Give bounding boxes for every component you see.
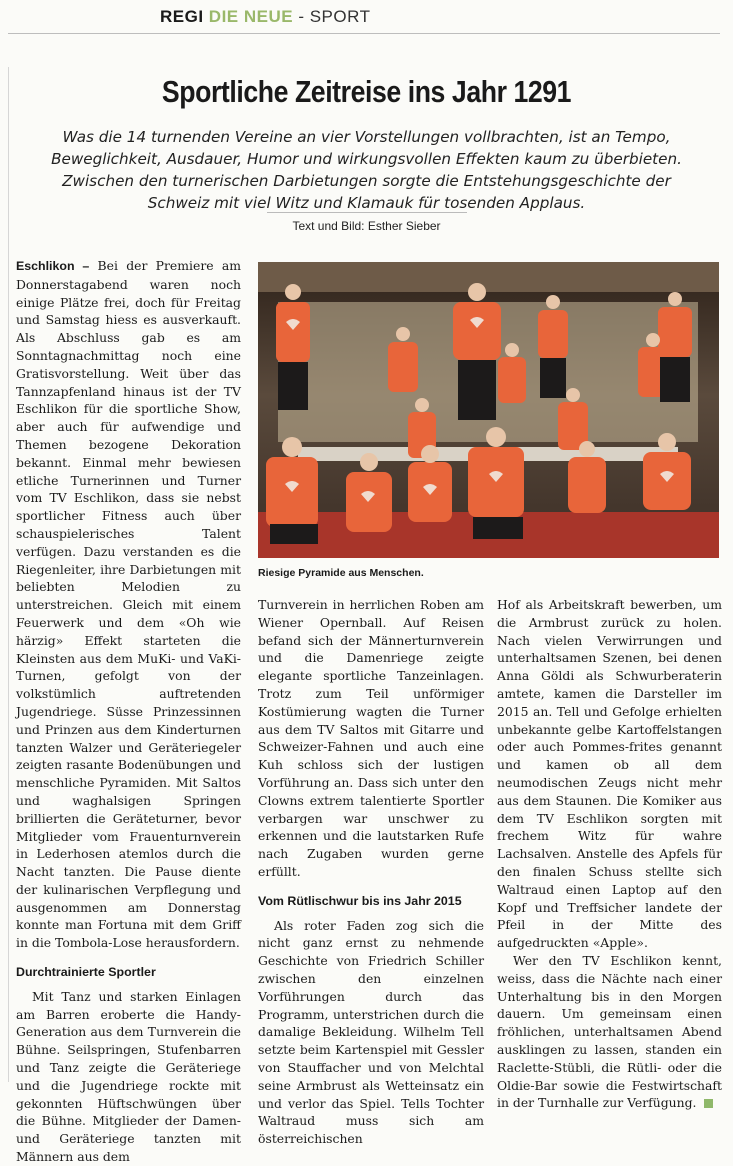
- lead-text: Was die 14 turnenden Vereine an vier Vorstellungen vollbrachten, ist an Tempo, Beweglichkeit, Ausdauer, Humor und wirkungsvollen Effekten kaum zu überbieten. Zwischen den turnerischen Darbietungen sorgte die Entstehungsgeschichte der Schweiz mit viel Witz und Klamauk für tosenden Applaus.: [51, 128, 682, 212]
- dateline-place: Eschlikon –: [16, 259, 90, 273]
- paragraph: [16, 257, 241, 952]
- headline: Sportliche Zeitreise ins Jahr 1291: [161, 74, 572, 109]
- paragraph: Turnverein in herrlichen Roben am Wiener Opernball. Auf Reisen befand sich der Männerturnverein und die Damenriege zeigte elegante sportliche Tanzeinlagen. Trotz zum Teil unförmiger Kostümierung wagten die Turner aus dem TV Saltos mit Gitarre und Schweizer-Fahnen und auch eine Kuh schloss sich der lustigen Vorführung an. Dass sich unter den Clowns extrem talentierte Sportler verbargen war unschwer zu erkennen und die lautstarken Rufe nach Zugaben wurden gerne erfüllt.: [258, 597, 484, 879]
- paragraph: Als roter Faden zog sich die nicht ganz ernst zu nehmende Geschichte von Friedrich Schiller zwischen den einzelnen Vorführungen durch das Programm, unterstrichen durch die damalige Bekleidung. Wilhelm Tell setzte beim Kartenspiel mit Gessler von Stauffacher und von Melchtal seine Armbrust als Wetteinsatz ein und verlor das Spiel. Tells Tochter Waltraud muss sich am österreichischen: [258, 917, 484, 1147]
- byline-rule: [267, 212, 467, 213]
- paragraph: [497, 952, 722, 1112]
- photo-illustration: [258, 262, 719, 558]
- column-1: [16, 257, 241, 1166]
- column-3: [497, 596, 722, 1112]
- paragraph-text: Bei der Premiere am Donnerstagabend waren noch einige Plätze frei, doch für Freitag und Samstag hiess es ausverkauft. Als Abschluss gab es am Sonntagnachmittag noch eine Gratisvorstellung. Weit über das Tannzapfenland hinaus ist der TV Eschlikon für die sportliche Show, aber auch für aufwendige und Themen bezogene Dekoration bekannt. Einmal mehr bewiesen etliche Turnerinnen und Turner vom TV Eschlikon, dass sie nebst sportlicher Fitness auch über schauspielerisches Talent verfügen. Dazu verstanden es die Riegenleiter, ihre Darbietungen mit beliebten Melodien zu unterstreichen. Gleich mit einem Feuerwerk und dem «Oh wie härzig» Effekt starteten die Kleinsten aus dem MuKi- und VaKi-Turnen, gefolgt von der volkstümlich auftretenden Jugendriege. Süsse Prinzessinnen und Prinzen aus dem Kinderturnen tanzten Walzer und Geräteriegeler zeigten rasante Bodenübungen und menschliche Pyramiden. Mit Saltos und waghalsigen Springen brillierten die Geräteturner, bevor Mitglieder vom Frauenturnverein in Lederhosen atemlos durch die Nacht tanzten. Die Pause diente der kulinarischen Verpflegung und ausgenommen am Donnerstag konnte man Fortuna mit dem Griff in die Tombola-Lose herausfordern.: [16, 258, 241, 951]
- subheading: Vom Rütlischwur bis ins Jahr 2015: [258, 893, 462, 908]
- subheading: Durchtrainierte Sportler: [16, 965, 156, 980]
- section-label: - SPORT: [298, 7, 371, 26]
- paragraph: Hof als Arbeitskraft bewerben, um die Armbrust zurück zu holen. Nach vielen Verwirrungen und unterhaltsamen Szenen, bei denen Anna Göldi als Schwurberaterin amtete, kamen die Darsteller im 2015 an. Tell und Gefolge erhielten unbekannte gelbe Kartoffelstangen oder auch Pommes-frites genannt und kamen ob all dem neumodischen Zeugs nicht mehr aus dem Staunen. Die Komiker aus dem TV Eschlikon sorgten mit frechem Witz für wahre Lachsalven. Anstelle des Apfels für den finalen Schuss stellte sich Waltraud einen Laptop auf den Kopf und Treffsicher landete der Pfeil in der Mitte des aufgedruckten «Apple».: [497, 597, 722, 951]
- photo-caption: Riesige Pyramide aus Menschen.: [258, 567, 424, 579]
- byline: Text und Bild: Esther Sieber: [292, 219, 441, 233]
- brand-regi: REGI: [160, 7, 204, 26]
- column-2: [258, 596, 484, 1148]
- brand-die-neue: DIE NEUE: [208, 7, 294, 26]
- masthead: [160, 7, 370, 27]
- masthead-rule: [8, 33, 720, 34]
- end-mark-icon: [704, 1099, 713, 1108]
- paragraph: Mit Tanz und starken Einlagen am Barren eroberte die Handy-Generation aus dem Turnverein die Bühne. Seilspringen, Stufenbarren und Tanz zeigte die Geräteriege und die Jugendriege rockte mit gekonnten Hüftschwüngen über die Bühne. Mitglieder der Damen- und Geräteriege tanzten mit Männern aus dem: [16, 988, 241, 1165]
- paragraph-text: Wer den TV Eschlikon kennt, weiss, dass die Nächte nach einer Unterhaltung bis in den Morgen dauern. Um gemeinsam einen fröhlichen, unterhaltsamen Abend ausklingen zu lassen, standen ein Raclette-Stübli, die Rütli- oder die Oldie-Bar sowie die Festwirtschaft in der Turnhalle zur Verfügung.: [497, 952, 722, 1111]
- article-photo: [258, 262, 719, 558]
